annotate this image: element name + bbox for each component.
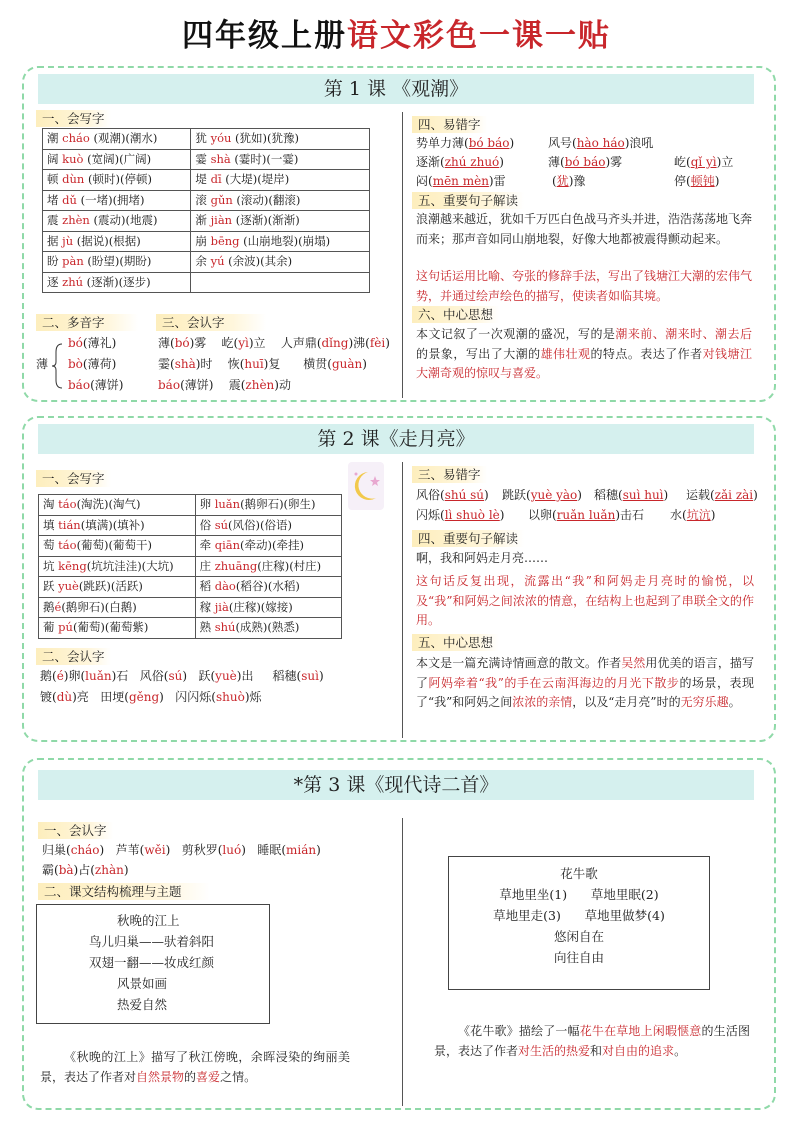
poem-line: 风景如画 <box>117 976 168 991</box>
recognize-line: 霸(bà)占(zhàn) <box>42 863 129 877</box>
table-cell: 滚 gǔn (滚动)(翻滚) <box>191 190 370 211</box>
poem2-title: 花牛歌 <box>560 866 598 881</box>
section-header: 五、重要句子解读 <box>412 192 524 209</box>
section-header: 六、中心思想 <box>412 306 499 323</box>
error-word: 屹(qǐ yì)立 <box>674 155 734 169</box>
table-cell: 据 jù (据说)(根据) <box>43 231 191 252</box>
recognize-line: 镀(dù)亮 田埂(gěng) 闪闪烁(shuò)烁 <box>40 690 262 704</box>
polyphone-char: 薄 <box>36 357 49 371</box>
table-row <box>43 231 370 252</box>
lesson1-card <box>22 66 776 402</box>
error-word: 闪烁(lì shuò lè) <box>416 508 505 522</box>
polyphone-item: bó(薄礼) <box>68 336 117 350</box>
error-word: 薄(bó báo)雾 <box>548 155 623 169</box>
moon-icon <box>348 462 384 510</box>
table-row <box>43 211 370 232</box>
page-title: 四年级上册语文彩色一课一贴 <box>182 18 611 54</box>
sentence-analysis: 这句话反复出现，流露出“我”和阿妈走月亮时的愉悦，以及“我”和阿妈之间浓浓的情意，在结构上也起到了串联全文的作用。 <box>416 574 754 627</box>
table-row <box>43 190 370 211</box>
recognize-line: 归巢(cháo) 芦苇(wěi) 剪秋罗(luó) 睡眠(mián) <box>42 843 321 857</box>
lesson-title: *第 3 课《现代诗二首》 <box>38 770 754 800</box>
table-row <box>39 556 342 577</box>
table-cell: 顿 dùn (顿时)(停顿) <box>43 170 191 191</box>
table-cell: 盼 pàn (盼望)(期盼) <box>43 252 191 273</box>
table-row <box>43 149 370 170</box>
table-row <box>43 252 370 273</box>
table-cell: 犹 yóu (犹如)(犹豫) <box>191 129 370 150</box>
table-cell: 渐 jiàn (逐渐)(渐渐) <box>191 211 370 232</box>
table-row <box>39 495 342 516</box>
table-cell: 俗 sú(风俗)(俗语) <box>195 515 341 536</box>
recognize-line: báo(薄饼) 震(zhèn)动 <box>158 378 291 392</box>
error-word: 稻穗(suì huì) <box>594 488 669 502</box>
key-sentence: 啊，我和阿妈走月亮…… <box>416 551 549 565</box>
table-cell: 堵 dǔ (一堵)(拥堵) <box>43 190 191 211</box>
table-cell: 葡 pú(葡萄)(葡萄紫) <box>39 618 196 639</box>
column-divider <box>402 462 403 738</box>
table-cell: 余 yú (余波)(其余) <box>191 252 370 273</box>
table-row <box>43 170 370 191</box>
column-divider <box>402 112 403 398</box>
section-header: 二、会认字 <box>36 648 111 665</box>
table-cell: 跃 yuè(跳跃)(活跃) <box>39 577 196 598</box>
lesson-title: 第 1 课 《观潮》 <box>38 74 754 104</box>
table-cell: 坑 kēng(坑坑洼洼)(大坑) <box>39 556 196 577</box>
key-sentence: 浪潮越来越近，犹如千万匹白色战马齐头并进，浩浩荡荡地飞奔而来；那声音如同山崩地裂，好像大地都被震得颤动起来。 <box>416 212 753 246</box>
sentence-analysis: 这句话运用比喻、夸张的修辞手法，写出了钱塘江大潮的宏伟气势，并通过绘声绘色的描写，使读者如临其境。 <box>416 269 753 303</box>
table-row <box>39 536 342 557</box>
error-word: 跳跃(yuè yào) <box>502 488 582 502</box>
polyphone-item: báo(薄饼) <box>68 378 124 392</box>
section-header: 二、多音字 <box>36 314 138 331</box>
table-row <box>39 597 342 618</box>
lesson2-card <box>22 416 776 742</box>
poem-line: 秋晚的江上 <box>117 913 180 928</box>
poem-line: 草地里坐(1) 草地里眠(2) <box>499 887 659 902</box>
error-word: 闷(mēn mèn)雷 <box>416 174 506 188</box>
main-idea: 本文记叙了一次观潮的盛况，写的是潮来前、潮来时、潮去后的景象，写出了大潮的雄伟壮观的特点。表达了作者对钱塘江大潮奇观的惊叹与喜爱。 <box>416 327 752 380</box>
poem1-summary: 《秋晚的江上》描写了秋江傍晚，余晖浸染的绚丽美景，表达了作者对自然景物的喜爱之情。 <box>40 1050 350 1084</box>
section-header: 一、会写字 <box>36 470 111 487</box>
poem-line: 向往自由 <box>553 950 604 965</box>
table-cell: 崩 bēng (山崩地裂)(崩塌) <box>191 231 370 252</box>
table-cell: 稼 jià(庄稼)(嫁接) <box>195 597 341 618</box>
error-word: 势单力薄(bó báo) <box>416 136 515 150</box>
table-row <box>39 577 342 598</box>
section-header: 一、会写字 <box>36 110 111 127</box>
table-cell: 填 tián(填满)(填补) <box>39 515 196 536</box>
section-header: 四、易错字 <box>412 116 487 133</box>
section-header: 三、易错字 <box>412 466 487 483</box>
poem2-summary: 《花牛歌》描绘了一幅花牛在草地上闲暇惬意的生活图景，表达了作者对生活的热爱和对自由的追求。 <box>434 1024 750 1058</box>
section-header: 五、中心思想 <box>412 634 499 651</box>
main-idea: 本文是一篇充满诗情画意的散文。作者吴然用优美的语言，描写了阿妈牵着“我”的手在云南洱海边的月光下散步的场景，表现了“我”和阿妈之间浓浓的亲情，以及“走月亮”时的无穷乐趣。 <box>416 656 754 709</box>
error-word: 风号(hào háo)浪吼 <box>548 136 654 150</box>
poem-line: 鸟儿归巢——驮着斜阳 <box>89 934 215 949</box>
table-row <box>43 129 370 150</box>
table-cell: 卵 luǎn(鹅卵石)(卵生) <box>195 495 341 516</box>
table-cell: 牵 qiān(牵动)(牵挂) <box>195 536 341 557</box>
error-word: 水(坑沆) <box>670 508 716 522</box>
table-cell: 阔 kuò (宽阔)(广阔) <box>43 149 191 170</box>
error-word: 风俗(shú sú) <box>416 488 489 502</box>
poem-line: 热爱自然 <box>117 997 168 1012</box>
section-header: 一、会认字 <box>38 822 113 839</box>
poem1-structure-box <box>36 904 270 1024</box>
table-cell <box>191 272 370 293</box>
table-row <box>39 515 342 536</box>
table-cell: 鹅é(鹅卵石)(白鹅) <box>39 597 196 618</box>
section-header: 二、课文结构梳理与主题 <box>38 883 210 900</box>
table-row <box>43 272 370 293</box>
table-cell: 熟 shú(成熟)(熟悉) <box>195 618 341 639</box>
lesson-title: 第 2 课《走月亮》 <box>38 424 754 454</box>
recognize-line: 薄(bó)雾 屹(yì)立 人声鼎(dǐng)沸(fèi) <box>158 336 390 350</box>
poem2-structure-box <box>448 856 710 990</box>
table-cell: 霎 shà (霎时)(一霎) <box>191 149 370 170</box>
poem-line: 双翅一翻——妆成红颜 <box>89 955 215 970</box>
recognize-line: 霎(shà)时 恢(huī)复 横贯(guàn) <box>158 357 367 371</box>
table-cell: 潮 cháo (观潮)(潮水) <box>43 129 191 150</box>
polyphone-brace <box>50 340 66 392</box>
table-cell: 稻 dào(稻谷)(水稻) <box>195 577 341 598</box>
writing-table <box>42 128 370 293</box>
recognize-line: 鹅(é)卵(luǎn)石 风俗(sú) 跃(yuè)出 稻穗(suì) <box>40 669 324 683</box>
table-cell: 淘 táo(淘洗)(淘气) <box>39 495 196 516</box>
lesson3-card <box>22 758 776 1110</box>
table-cell: 萄 táo(葡萄)(葡萄干) <box>39 536 196 557</box>
poem-line: 悠闲自在 <box>553 929 604 944</box>
table-row <box>39 618 342 639</box>
section-header: 三、会认字 <box>156 314 266 331</box>
table-cell: 庄 zhuāng(庄稼)(村庄) <box>195 556 341 577</box>
error-word: 运载(zǎi zài) <box>686 488 758 502</box>
table-cell: 堤 dī (大堤)(堤岸) <box>191 170 370 191</box>
error-word: (犹)豫 <box>552 174 586 188</box>
writing-table <box>38 494 342 639</box>
poem-line: 草地里走(3) 草地里做梦(4) <box>493 908 665 923</box>
table-cell: 逐 zhú (逐渐)(逐步) <box>43 272 191 293</box>
error-word: 逐渐(zhú zhuó) <box>416 155 504 169</box>
table-cell: 震 zhèn (震动)(地震) <box>43 211 191 232</box>
column-divider <box>402 818 403 1106</box>
error-word: 停(顿钝) <box>674 174 720 188</box>
error-word: 以卵(ruǎn luǎn)击石 <box>528 508 644 522</box>
polyphone-item: bò(薄荷) <box>68 357 117 371</box>
section-header: 四、重要句子解读 <box>412 530 524 547</box>
